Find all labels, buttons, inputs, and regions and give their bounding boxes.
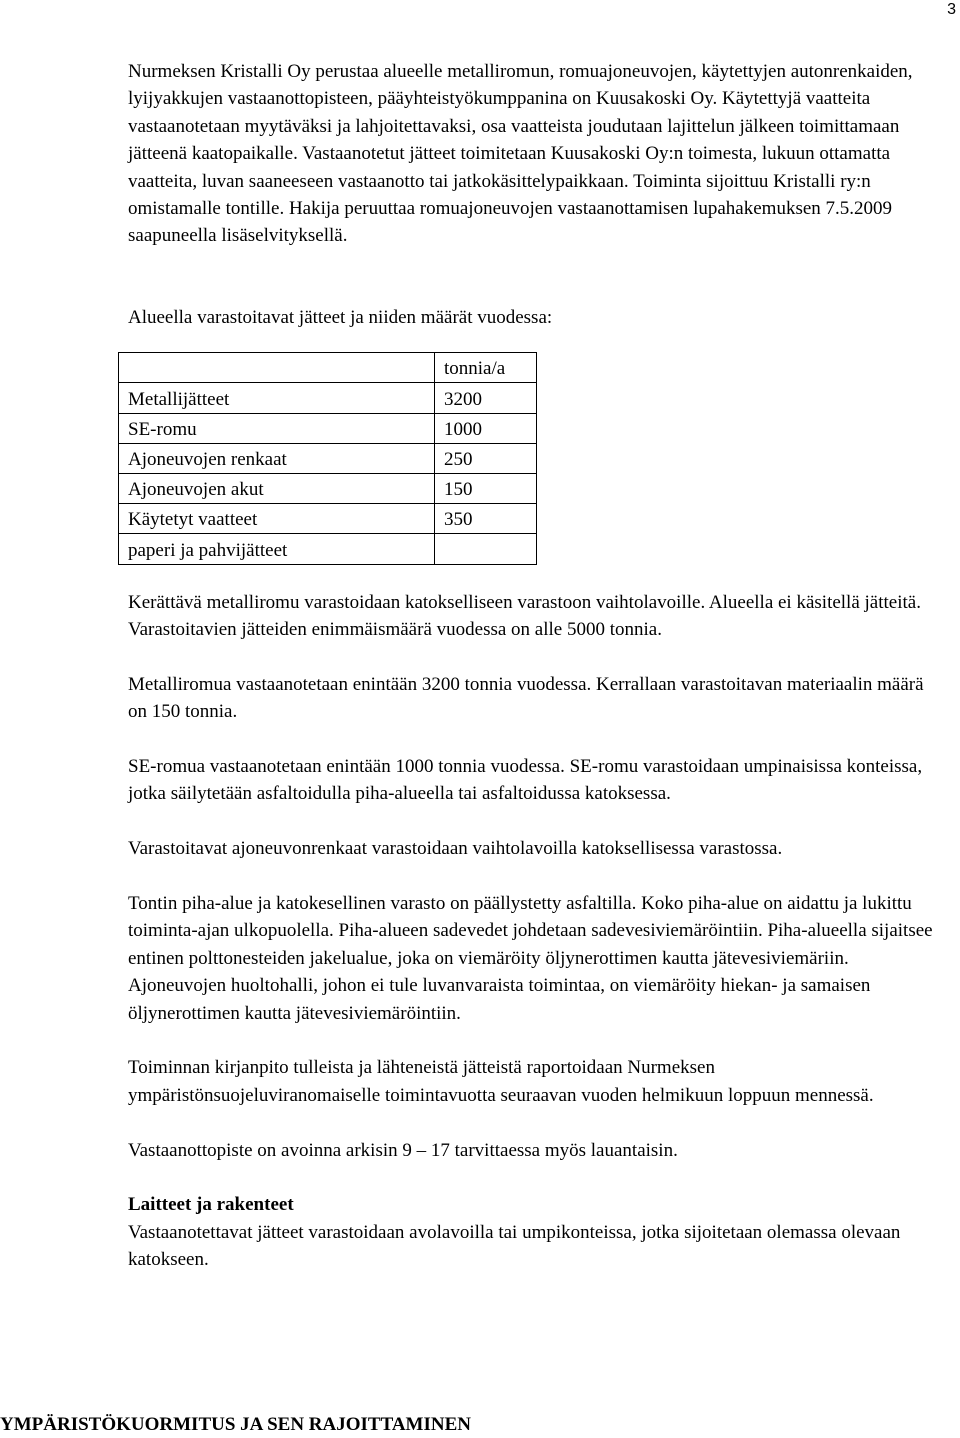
- section-heading: Laitteet ja rakenteet: [128, 1194, 294, 1216]
- page-number: 3: [947, 1, 956, 18]
- reporting-paragraph: Toiminnan kirjanpito tulleista ja lähteneistä jätteistä raportoidaan Nurmeksen ympäristönsuojeluviranomaiselle toimintavuotta seuraavan vuoden helmikuun loppuun mennessä.: [128, 1057, 874, 1106]
- waste-quantity-table: [118, 352, 537, 564]
- site-paragraph: Tontin piha-alue ja katokesellinen varasto on päällystetty asfaltilla. Koko piha-alue on aidattu ja lukittu toiminta-ajan ulkopuolella. Piha-alueen sadevedet johdetaan sadevesiviemäröintiin. Piha-alueella sijaitsee entinen polttonesteiden jakelualue, joka on viemäröity öljynerottimen kautta jätevesiviemäriin. Ajoneuvojen huoltohalli, johon ei tule luvanvaraista toimintaa, on viemäröity hiekan- ja samaisen öljynerottimen kautta jätevesiviemäröintiin.: [128, 892, 933, 1024]
- table-row: [119, 443, 537, 473]
- waste-type-cell: Metallijätteet: [119, 383, 435, 413]
- opening-hours-paragraph: Vastaanottopiste on avoinna arkisin 9 – 17 tarvittaessa myös lauantaisin.: [128, 1139, 678, 1161]
- intro-paragraph: Nurmeksen Kristalli Oy perustaa alueelle metalliromun, romuajoneuvojen, käytettyjen autonrenkaiden, lyijyakkujen vastaanottopisteen, pääyhteistyökumppanina on Kuusakoski Oy. Käytettyjä vaatteita vastaanotetaan myytäväksi ja lahjoitettavaksi, osa vaatteista joudutaan lajittelun jälkeen toimittamaan jätteenä kaatopaikalle. Vastaanotetut jätteet toimitetaan Kuusakoski Oy:n toimesta, lukuun ottamatta vaatteita, luvan saaneeseen vastaanotto tai jatkokäsittelypaikkaan. Toiminta sijoittuu Kristalli ry:n omistamalle tontille. Hakija peruuttaa romuajoneuvojen vastaanottamisen lupahakemuksen 7.5.2009 saapuneella lisäselvityksellä.: [128, 61, 913, 247]
- waste-type-cell: Käytetyt vaatteet: [119, 504, 435, 534]
- waste-amount-cell: 250: [435, 443, 537, 473]
- waste-type-cell: Ajoneuvojen akut: [119, 474, 435, 504]
- table-caption: Alueella varastoitavat jätteet ja niiden määrät vuodessa:: [128, 306, 553, 328]
- table-header-name: [119, 353, 435, 383]
- table-row: [119, 504, 537, 534]
- table-header-unit: tonnia/a: [435, 353, 537, 383]
- document-body: [128, 58, 940, 1274]
- table-row: [119, 534, 537, 564]
- waste-type-cell: SE-romu: [119, 413, 435, 443]
- table-row: [119, 383, 537, 413]
- waste-amount-cell: 1000: [435, 413, 537, 443]
- next-section-heading: YMPÄRISTÖKUORMITUS JA SEN RAJOITTAMINEN: [0, 1414, 472, 1435]
- se-scrap-paragraph: SE-romua vastaanotetaan enintään 1000 tonnia vuodessa. SE-romu varastoidaan umpinaisissa konteissa, jotka säilytetään asfaltoidulla piha-alueella tai asfaltoidussa katoksessa.: [128, 755, 923, 805]
- waste-type-cell: Ajoneuvojen renkaat: [119, 443, 435, 473]
- storage-paragraph: Kerättävä metalliromu varastoidaan katokselliseen varastoon vaihtolavoille. Alueella ei käsitellä jätteitä. Varastoitavien jätteiden enimmäismäärä vuodessa on alle 5000 tonnia.: [128, 591, 921, 640]
- table-row: [119, 413, 537, 443]
- waste-amount-cell: 350: [435, 504, 537, 534]
- table-row: [119, 474, 537, 504]
- waste-amount-cell: 3200: [435, 383, 537, 413]
- table-header-row: [119, 353, 537, 383]
- waste-type-cell: paperi ja pahvijätteet: [119, 534, 435, 564]
- metal-scrap-paragraph: Metalliromua vastaanotetaan enintään 3200 tonnia vuodessa. Kerrallaan varastoitavan materiaalin määrä on 150 tonnia.: [128, 673, 924, 723]
- waste-amount-cell: [435, 534, 537, 564]
- section-text: Vastaanotettavat jätteet varastoidaan avolavoilla tai umpikonteissa, jotka sijoitetaan olemassa olevaan katokseen.: [128, 1221, 901, 1271]
- tyres-paragraph: Varastoitavat ajoneuvonrenkaat varastoidaan vaihtolavoilla katoksellisessa varastossa.: [128, 838, 783, 860]
- waste-amount-cell: 150: [435, 474, 537, 504]
